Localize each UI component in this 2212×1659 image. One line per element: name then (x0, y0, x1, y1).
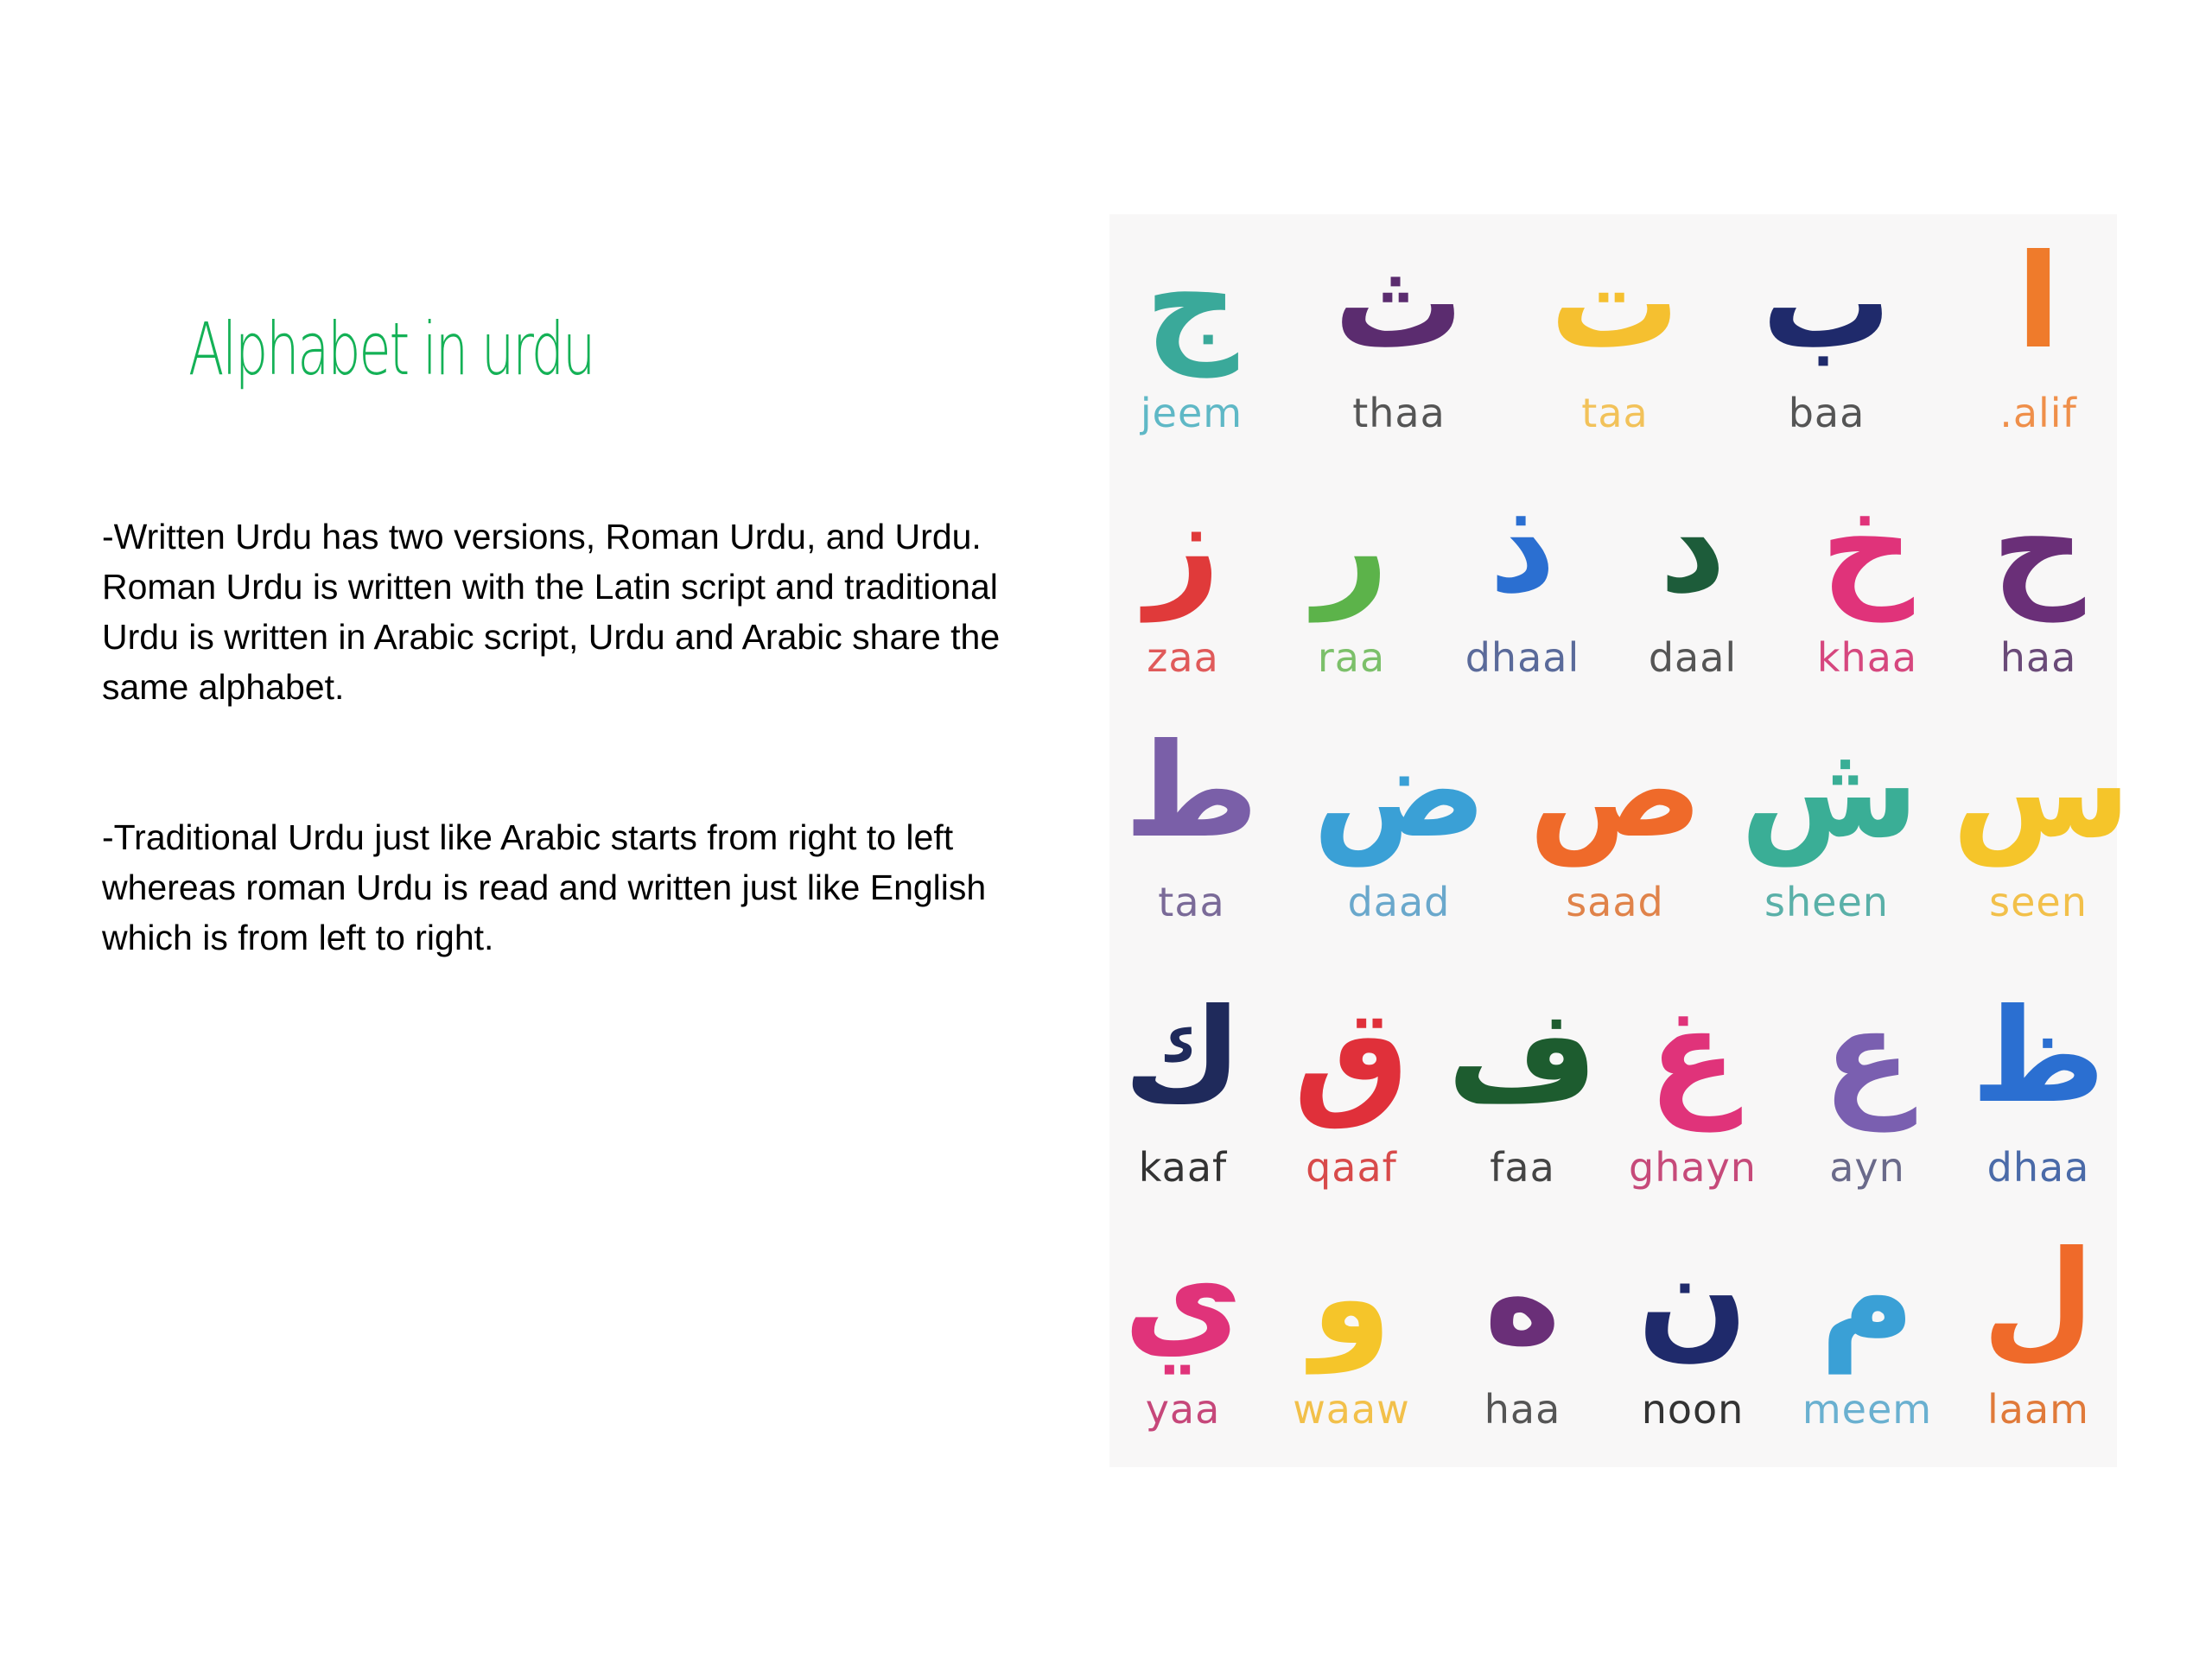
letter-cell (1096, 982, 1269, 1212)
letter-name: kaaf (1138, 1144, 1228, 1191)
letter-name: taa (1158, 879, 1225, 925)
letter-cell (1265, 472, 1438, 702)
letter-name: ghayn (1629, 1144, 1757, 1191)
letter-name: seen (1989, 879, 2088, 925)
letter-name: taa (1581, 390, 1649, 436)
letter-cell (1740, 716, 1919, 947)
letter-name: ayn (1829, 1144, 1905, 1191)
letter-glyph: و (1311, 1224, 1392, 1374)
body-text (102, 512, 1035, 963)
letter-cell (1313, 227, 1485, 458)
letter-cell (1606, 982, 1779, 1212)
letter-cell (1313, 716, 1487, 947)
letter-cell (1781, 982, 1954, 1212)
letter-cell (1265, 982, 1438, 1212)
letter-glyph: ث (1333, 227, 1465, 378)
letter-glyph: ض (1313, 716, 1487, 867)
letter-cell (1952, 227, 2125, 458)
letter-glyph: ط (1124, 716, 1259, 867)
letter-name: .alif (1999, 390, 2077, 436)
letter-cell (1096, 1224, 1269, 1454)
letter-name: daad (1347, 879, 1451, 925)
letter-cell (1105, 716, 1278, 947)
letter-cell (1265, 1224, 1438, 1454)
letter-cell (1529, 716, 1703, 947)
letter-cell (1436, 982, 1609, 1212)
letter-name: haa (1484, 1386, 1561, 1433)
letter-glyph: ق (1293, 982, 1410, 1132)
letter-name: qaaf (1306, 1144, 1397, 1191)
letter-cell (1952, 716, 2131, 947)
letter-glyph: ظ (1971, 982, 2106, 1132)
letter-glyph: ر (1313, 472, 1389, 622)
letter-glyph: ف (1446, 982, 1599, 1132)
letter-cell (1952, 982, 2125, 1212)
letter-cell (1606, 472, 1779, 702)
letter-name: zaa (1147, 634, 1219, 681)
letter-glyph: د (1659, 472, 1726, 622)
paragraph-2: -Traditional Urdu just like Arabic starts from right to left whereas roman Urdu is read and written just like English which is from left to right. (102, 817, 987, 957)
letter-glyph: ي (1123, 1224, 1243, 1374)
letter-cell (1740, 227, 1913, 458)
letter-name: thaa (1352, 390, 1446, 436)
letter-name: waaw (1293, 1386, 1410, 1433)
letter-name: sheen (1764, 879, 1889, 925)
paragraph-1-line-1: -Written Urdu has two versions, Roman Urdu, and Urdu. (102, 517, 982, 556)
letter-name: khaa (1816, 634, 1918, 681)
letter-cell (1105, 227, 1278, 458)
letter-glyph: غ (1648, 982, 1738, 1132)
letter-glyph: خ (1820, 472, 1915, 622)
letter-name: dhaa (1986, 1144, 2090, 1191)
letter-name: noon (1641, 1386, 1745, 1433)
letter-glyph: ب (1761, 227, 1892, 378)
letter-glyph: م (1820, 1224, 1915, 1374)
letter-name: raa (1317, 634, 1386, 681)
letter-cell (1436, 1224, 1609, 1454)
letter-glyph: ش (1740, 716, 1919, 867)
letter-name: baa (1788, 390, 1866, 436)
letter-name: jeem (1140, 390, 1243, 436)
letter-cell (1781, 1224, 1954, 1454)
letter-cell (1952, 1224, 2125, 1454)
letter-glyph: ل (1981, 1224, 2095, 1374)
letter-name: yaa (1145, 1386, 1221, 1433)
letter-name: dhaal (1465, 634, 1580, 681)
letter-name: haa (1999, 634, 2077, 681)
letter-glyph: س (1952, 716, 2131, 867)
letter-glyph: ك (1123, 982, 1243, 1132)
letter-name: daal (1648, 634, 1738, 681)
letter-glyph: ت (1549, 227, 1681, 378)
alphabet-chart (1109, 214, 2131, 1467)
letter-cell (1436, 472, 1609, 702)
slide-title: Alphabet in urdu (188, 307, 594, 391)
letter-name: faa (1490, 1144, 1555, 1191)
letter-glyph: ج (1144, 227, 1239, 378)
letter-glyph: ذ (1489, 472, 1556, 622)
letter-cell (1096, 472, 1269, 702)
letter-cell (1781, 472, 1954, 702)
letter-glyph: ا (2016, 227, 2061, 378)
letter-cell (1606, 1224, 1779, 1454)
letter-name: laam (1987, 1386, 2089, 1433)
letter-cell (1952, 472, 2125, 702)
letter-cell (1529, 227, 1701, 458)
letter-glyph: ز (1145, 472, 1221, 622)
letter-name: meem (1802, 1386, 1933, 1433)
paragraph-1-line-2: Roman Urdu is written with the Latin script and traditional Urdu is written in Arabic script, Urdu and Arabic share the same alphabet. (102, 567, 1001, 707)
letter-glyph: ه (1484, 1224, 1561, 1374)
letter-glyph: ن (1637, 1224, 1749, 1374)
letter-glyph: ع (1822, 982, 1912, 1132)
letter-glyph: ح (1991, 472, 2086, 622)
letter-name: saad (1566, 879, 1664, 925)
letter-glyph: ص (1529, 716, 1703, 867)
